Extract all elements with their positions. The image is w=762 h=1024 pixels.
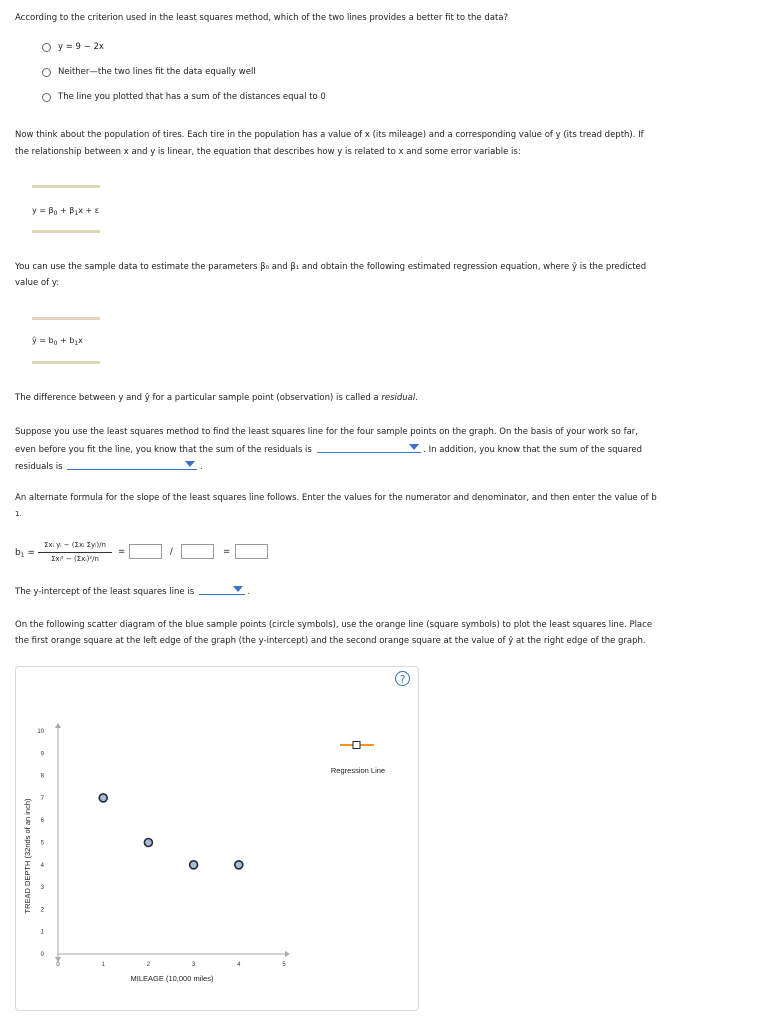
data-point: [235, 861, 243, 869]
x-tick-label: 5: [282, 962, 286, 968]
data-point: [99, 794, 107, 802]
scatter-instructions-1: On the following scatter diagram of the blue sample points (circle symbols), use the orange line (square symbols) to plot the least squares line. Place: [15, 620, 653, 630]
suppose-line-2: even before you fit the line, you know that the sum of the residuals is . In addition, you know that the sum of the squared: [15, 441, 642, 459]
help-icon[interactable]: ?: [395, 671, 410, 686]
y-tick-label: 9: [40, 751, 44, 758]
scatter-instructions-2: the first orange square at the left edge of the graph (the y-intercept) and the second orange square at the value of ŷ at the right edge of the graph.: [15, 636, 646, 646]
suppose-line-1: Suppose you use the least squares method to find the least squares line for the four sample points on the graph. On the basis of your work so far,: [15, 427, 638, 437]
x-tick-label: 2: [146, 962, 151, 968]
slope-line-1: An alternate formula for the slope of the least squares line follows. Enter the values for the numerator and denominator, and then enter the value of b: [15, 493, 657, 503]
slope-line-2: 1.: [15, 510, 22, 518]
divide-sign: /: [170, 547, 173, 557]
equals-sign: =: [118, 547, 126, 557]
estimate-line-2: value of y:: [15, 278, 60, 288]
equals-sign: =: [223, 547, 231, 557]
x-axis-label: MILEAGE (10,000 miles): [130, 974, 214, 983]
estimated-equation: ŷ = $b_0 + b_1x$: [32, 336, 83, 347]
estimate-line-1: You can use the sample data to estimate the parameters β₀ and β₁ and obtain the following estimated regression equation, where ŷ is the predicted: [15, 262, 647, 272]
population-equation: $y = \beta_0 + \beta_1x + \varepsilon$: [32, 206, 100, 217]
x-tick-label: 3: [191, 962, 196, 968]
y-axis-arrow-icon: [55, 723, 61, 728]
slope-numerator: Σxᵢ yᵢ − (Σxᵢ Σyᵢ)/n: [44, 541, 106, 549]
population-line-1: Now think about the population of tires. Each tire in the population has a value of x (its mileage) and a corresponding value of y (its tread depth). If: [15, 130, 644, 140]
x-tick-label: 4: [237, 962, 241, 968]
option-label: y = 9 − 2x: [58, 42, 104, 52]
suppose-line-3: residuals is .: [15, 458, 203, 476]
y-tick-label: 10: [37, 729, 44, 735]
y-tick-label: 7: [40, 795, 44, 802]
b1-label: $b_1$ =: [15, 548, 35, 559]
question-prompt: According to the criterion used in the least squares method, which of the two lines provides a better fit to the data?: [15, 13, 509, 23]
slope-denominator: Σxᵢ² − (Σxᵢ)²/n: [51, 555, 99, 563]
x-axis-arrow-icon: [285, 951, 290, 957]
data-point: [144, 839, 152, 847]
population-line-2: the relationship between x and y is linear, the equation that describes how y is related to x and some error variable is:: [15, 147, 521, 157]
legend-square-handle[interactable]: [353, 742, 360, 749]
intercept-line: The y-intercept of the least squares line is .: [15, 583, 250, 601]
y-axis-label: TREAD DEPTH (32nds of an inch): [23, 798, 32, 914]
option-label: The line you plotted that has a sum of the distances equal to 0: [58, 92, 326, 102]
option-label: Neither—the two lines fit the data equally well: [58, 67, 256, 77]
y-tick-label: 2: [40, 907, 44, 914]
x-tick-label: 1: [101, 962, 105, 968]
y-tick-label: 6: [40, 818, 44, 825]
legend-label: Regression Line: [330, 766, 386, 775]
data-points: [99, 794, 243, 869]
y-tick-label: 4: [40, 862, 44, 869]
y-tick-label: 8: [40, 773, 44, 780]
x-tick-label: 0: [56, 962, 60, 968]
y-tick-label: 0: [40, 952, 44, 958]
chart-axes: [37, 723, 290, 968]
y-tick-label: 3: [40, 885, 44, 892]
y-tick-label: 5: [40, 840, 44, 847]
residual-definition: The difference between y and ŷ for a particular sample point (observation) is called a residual.: [15, 393, 418, 403]
y-tick-label: 1: [40, 929, 44, 936]
data-point: [190, 861, 198, 869]
